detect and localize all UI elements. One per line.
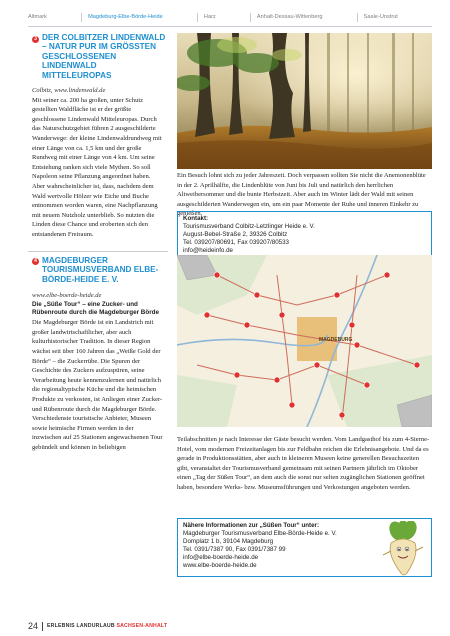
footer-label [47,623,167,629]
section-body-left [32,86,164,240]
nav-item-magdeburg[interactable]: Magdeburg-Elbe-Börde-Heide [81,13,197,22]
section-title: DER COLBITZER LINDENWALD – NATUR PUR IM GRÖSSTEN GESCHLOSSENEN LINDENWALD MITTELEUROPAS [42,33,166,80]
nav-item-harz[interactable]: Harz [197,13,250,22]
contact-email[interactable]: info@elbe-boerde-heide.de [183,554,259,562]
forest-photo [177,33,432,169]
footer-label-a: ERLEBNIS LANDURLAUB [47,623,117,629]
section-divider [28,251,168,252]
footer-label-b: SACHSEN-ANHALT [116,623,168,629]
contact-website[interactable]: www.elbe-boerde-heide.de [183,562,257,570]
source-line: www.elbe-boerde-heide.de [32,292,102,299]
page-footer [28,621,167,631]
nav-item-saale[interactable]: Saale-Unstrut [357,13,432,22]
section-body-left [32,291,164,453]
contact-email[interactable]: info@heideinfo.de [183,247,233,255]
footer-separator [42,622,43,631]
subtitle: Die „Süße Tour“ – eine Zucker- und Rübenroute durch die Magdeburger Börde [32,300,159,317]
contact-box [177,211,432,261]
section-number-badge: 3 [32,36,39,43]
route-map [177,255,432,427]
section-body-right: Teilabschnitten je nach Interesse der Gäste besucht werden. Vom Landgasthof bis zum 4-Sterne-Hotel, vom modernen Freizeitanlagen bis zur Feldbahn reichen die Erlebnisangebote. Und da es gerade in Produktionsstätten, aber auch in kleineren Museen keine generellen Besuchszeiten gibt, veranstaltet der Tourismusverband gemeinsam mit seinen Partnern jährlich im Oktober einen „Tag der Süßen Tour“, an dem auch die sonst nur selten zugänglichen Stationen geöffnet haben, besondere Werks- bzw. Museumsführungen und Verkostungen angeboten werden. [177,436,430,491]
region-nav [28,9,432,27]
contact-line: Tel. 039207/80691, Fax 039207/80533 [183,239,289,247]
nav-item-altmark[interactable]: Altmark [28,14,47,20]
contact-title: Nähere Informationen zur „Süßen Tour“ unter: [183,522,320,529]
body-text: Die Magdeburger Börde ist ein Landstrich mit großer landwirtschaftlicher, aber auch kulturhistorischer Tradition. In dieser Region wächst seit über 160 Jahren das „Weiße Gold der Börde“ – die Zuckerrübe. Die Spuren der Geschichte des Zuckers aufzuspüren, seine Verarbeitung heute kennenzulernen und natürlich die regionaltypische Küche und die heimischen Produkte zu verkosten, ist Anliegen einer Zucker- und Rübenroute durch die Magdeburger Börde. Verschiedenste touristische Anbieter, Museen sowie heimische Firmen werden in der inzwischen auf 25 Stationen angewachsenen Tour gebündelt und können in beliebigen [32,319,163,451]
section-body-right: Ein Besuch lohnt sich zu jeder Jahreszeit. Doch verpassen sollten Sie nicht die Anemonenblüte in der 2. Aprilhälfte, die Lindenblüte von Juni bis Juli und natürlich den herrlichen Altweibersommer und die bunte Herbstzeit. Aber auch im Winter lädt der Wald mit seinen ausgeschilderten Wanderwegen ein, um ein paar Momente der Ruhe und inneren Einkehr zu genießen. [177,172,426,218]
nav-item-anhalt[interactable]: Anhalt-Dessau-Wittenberg [250,13,357,22]
contact-line: Tel. 0391/7387 90, Fax 0391/7387 99 [183,546,286,554]
contact-line: Magdeburger Tourismusverband Elbe-Börde-Heide e. V. [183,530,337,538]
section-title: MAGDEBURGER TOURISMUSVERBAND ELBE-BÖRDE-HEIDE E. V. [42,256,159,284]
page-number: 24 [28,621,39,631]
source-line: Colbitz, www.lindenwald.de [32,87,106,94]
contact-box [177,518,432,577]
map-city-label: MAGDEBURG [319,337,353,343]
contact-line: Domplatz 1 b, 39104 Magdeburg [183,538,274,546]
contact-line: August-Bebel-Straße 2, 39326 Colbitz [183,231,288,239]
body-text: Mit seiner ca. 200 ha großen, unter Schutz gestellten Waldfläche ist er der größte geschlossene Lindenwald Mitteleuropas. Durch das Naturschutzgebiet führen 2 ausgeschilderte Wanderwege: der kleine Lindenwaldrundweg mit einer Länge von ca. 1,5 km und der große Rundweg mit einer Länge von 4 km. Um seine Entstehung ranken sich viele Mythen. So soll Napoleon seine Pflanzung angeordnet haben. Aber wahrscheinlicher ist, dass, nachdem dem Wald wertvolle Hölzer wie Eiche und Buche entnommen worden waren, eine Nachpflanzung mit neuem Nutzholz unterblieb. So nutzten die Linden diese Chance und eroberten sich den entstandenen Freiraum. [32,96,162,238]
contact-title: Kontakt: [183,215,209,222]
sugar-beet-mascot-icon [379,521,427,576]
contact-line: Tourismusverband Colbitz-Letzlinger Heide e. V. [183,223,315,231]
section-number-badge: 4 [32,258,39,265]
